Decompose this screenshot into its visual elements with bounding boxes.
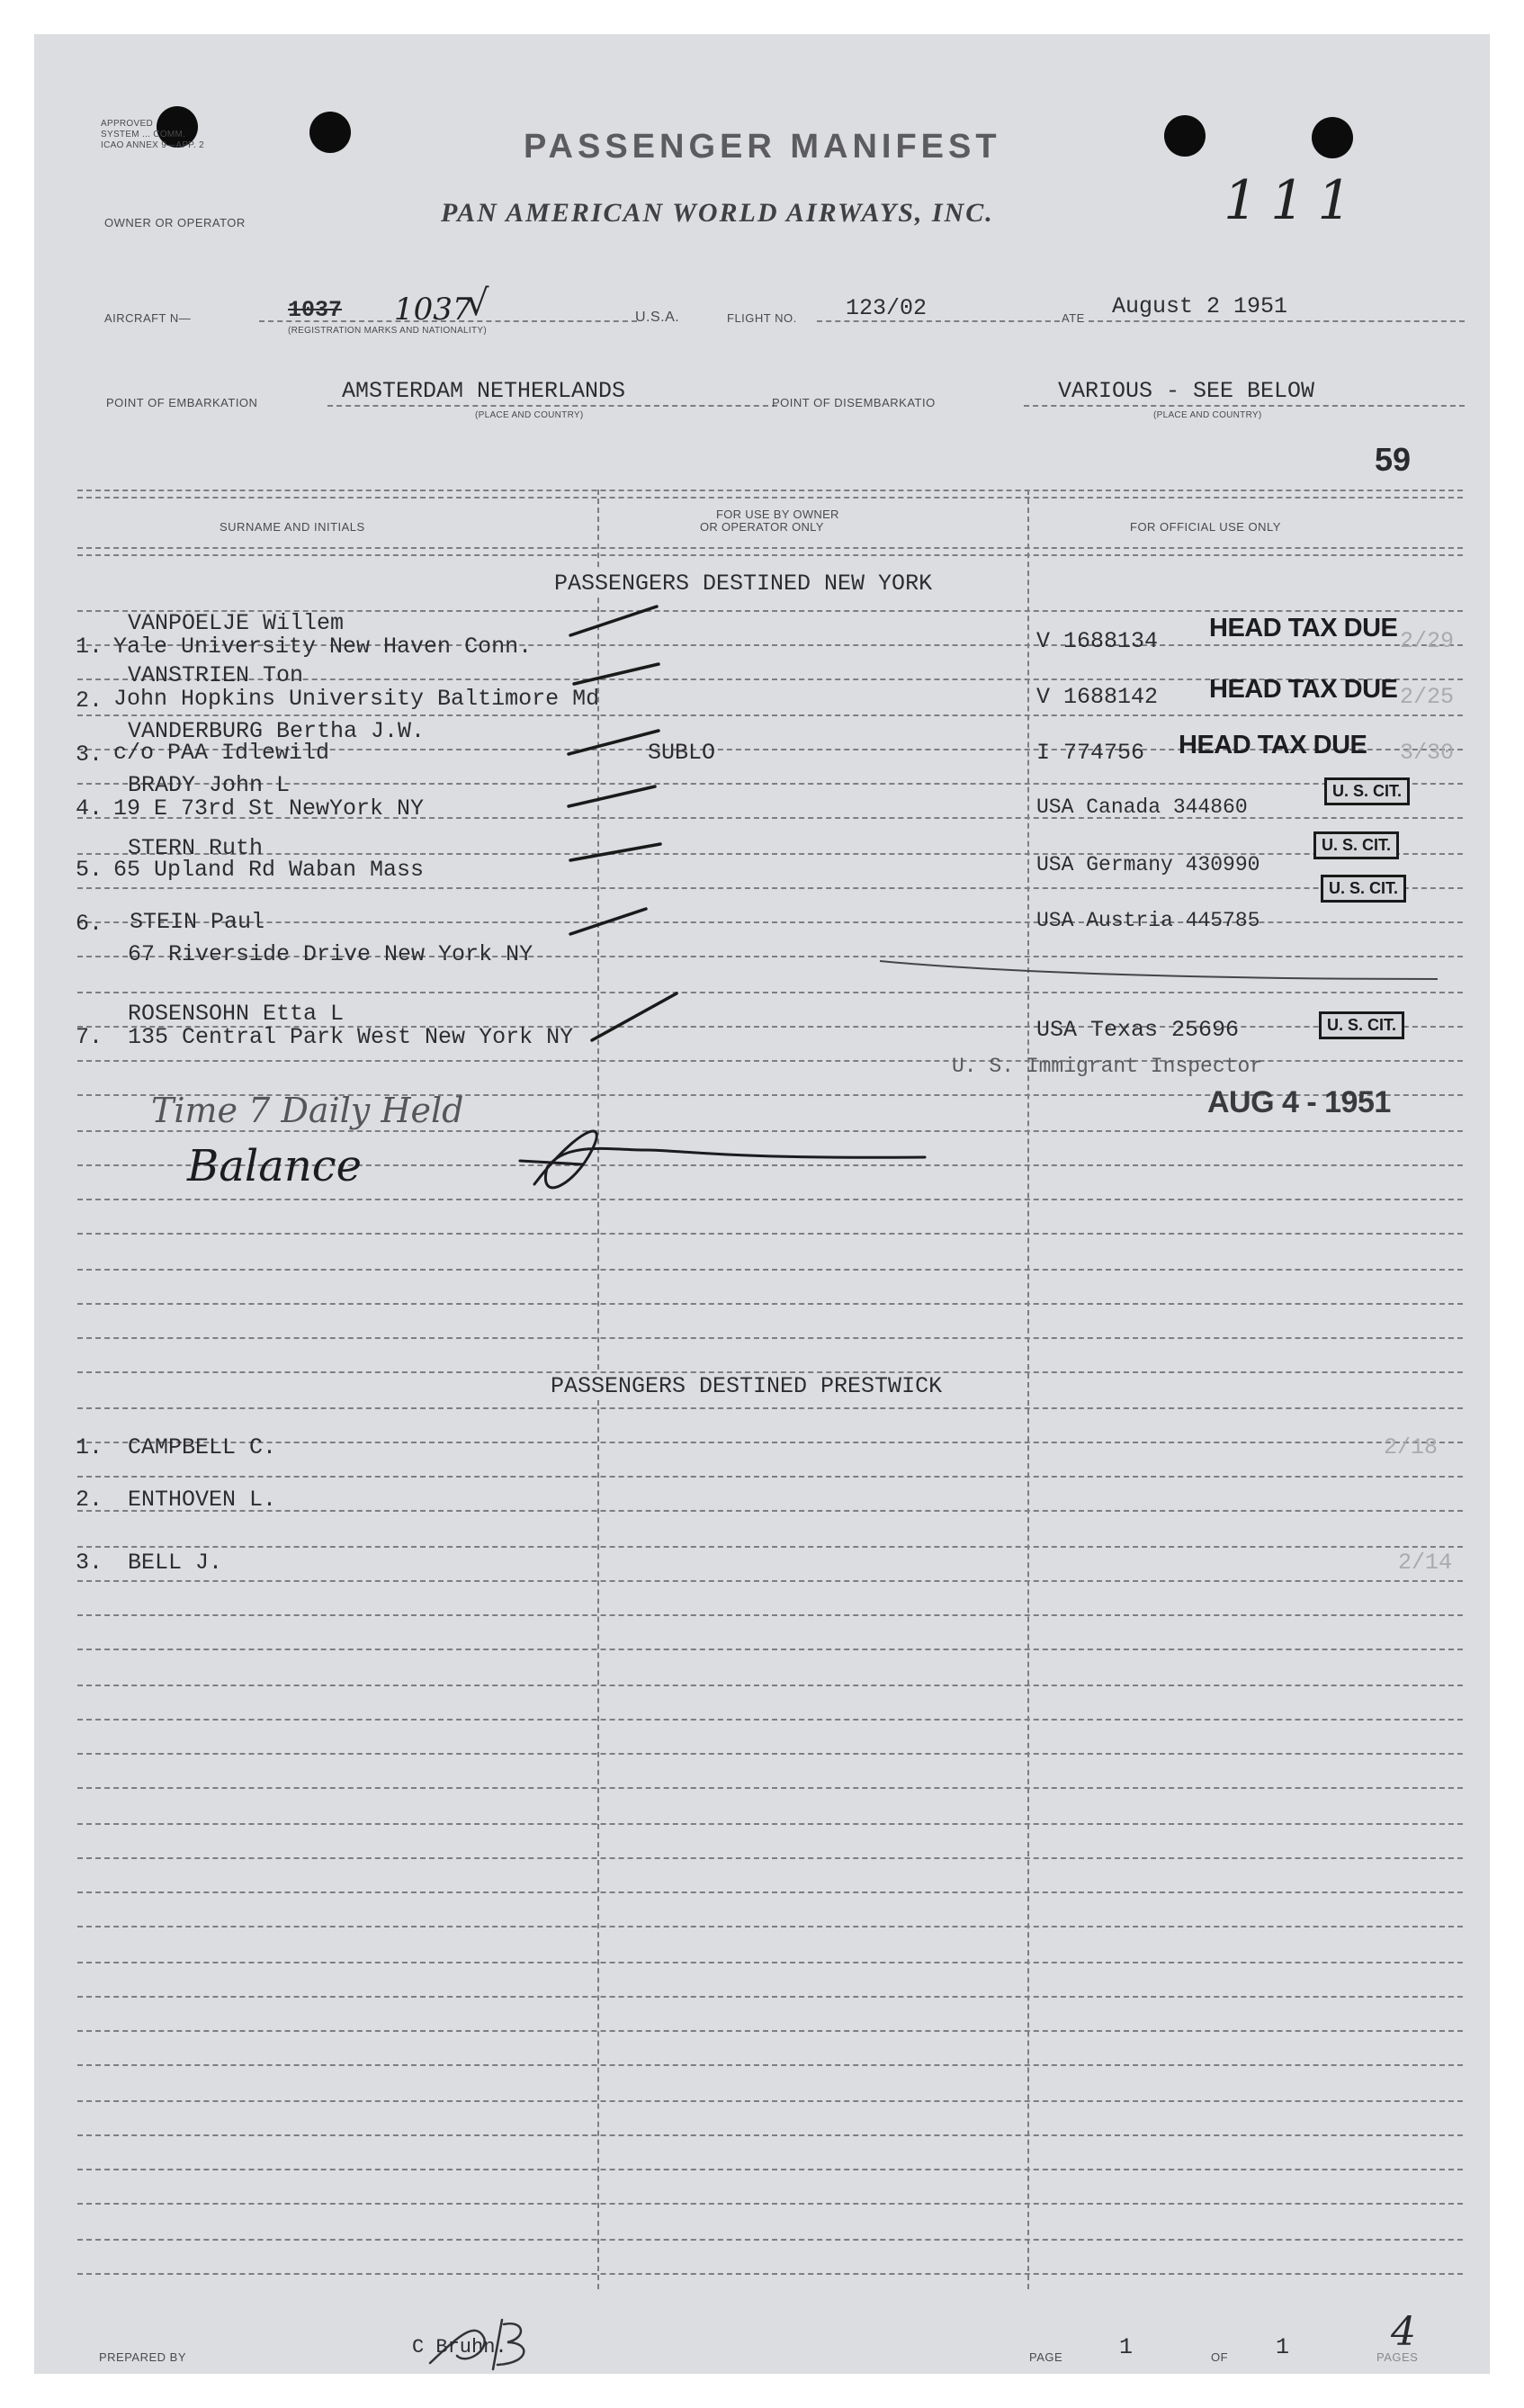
handwriting-note-1: Time 7 Daily Held [151,1091,464,1130]
passenger-1-number: 1. [76,633,103,660]
page-label: PAGE [1029,2350,1063,2364]
passenger-2-official: V 1688142 [1036,684,1159,710]
passenger-5-uscit-stamp: U. S. CIT. [1313,831,1399,859]
passenger-4-uscit-stamp: U. S. CIT. [1324,777,1410,805]
column-official: FOR OFFICIAL USE ONLY [1130,520,1281,534]
date-value: August 2 1951 [1112,293,1288,319]
passenger-6-official: USA Austria 445785 [1036,909,1260,932]
inspector-label: U. S. Immigrant Inspector [952,1055,1263,1078]
registration-label: (REGISTRATION MARKS AND NATIONALITY) [288,326,488,336]
passenger-5-number: 5. [76,857,103,883]
approval-line-2: SYSTEM ... COMM. [101,130,186,139]
ink-markings [34,34,1490,2374]
passenger-3-number: 3. [76,741,103,768]
passenger-1-stamp: HEAD TAX DUE [1209,614,1398,642]
passenger-6-number: 6. [76,911,103,937]
prepared-by-label: PREPARED BY [99,2350,187,2364]
passenger-4-address: 19 E 73rd St NewYork NY [113,795,425,822]
passenger-3-address: c/o PAA Idlewild [113,740,330,766]
embark-label: POINT OF EMBARKATION [106,396,258,409]
passenger-1-name: VANPOELJE Willem [128,610,345,636]
approval-line-1: APPROVED [101,119,153,129]
prestwick-3-number: 3. [76,1550,103,1576]
passenger-5-official: USA Germany 430990 [1036,853,1260,876]
passenger-7-name: ROSENSOHN Etta L [128,1001,345,1027]
page-title: PASSENGER MANIFEST [524,128,1001,166]
passenger-3-stamp: HEAD TAX DUE [1179,731,1367,759]
aircraft-label: AIRCRAFT N— [104,311,192,325]
embark-value: AMSTERDAM NETHERLANDS [342,378,626,404]
prestwick-2-number: 2. [76,1487,103,1513]
date-label: ATE [1062,311,1085,325]
passenger-4-official: USA Canada 344860 [1036,795,1248,819]
disembark-value: VARIOUS - SEE BELOW [1058,378,1315,404]
owner-label: OWNER OR OPERATOR [104,216,246,229]
prestwick-3-margin: 2/14 [1398,1550,1453,1576]
passenger-5-name: STERN Ruth [128,835,264,861]
passenger-2-address: John Hopkins University Baltimore Md [113,686,600,712]
prestwick-2-name: ENTHOVEN L. [128,1487,277,1513]
passenger-3-margin: 3/30 [1400,740,1455,766]
flight-label: FLIGHT NO. [727,311,797,325]
passenger-7-official: USA Texas 25696 [1036,1017,1240,1043]
passenger-6-name: STEIN Paul [130,909,265,935]
usa-label: U.S.A. [635,310,680,325]
section-prestwick: PASSENGERS DESTINED PRESTWICK [547,1373,946,1399]
passenger-2-margin: 2/25 [1400,684,1455,710]
prestwick-3-name: BELL J. [128,1550,223,1576]
passenger-6-address: 67 Riverside Drive New York NY [128,941,533,967]
passenger-7-uscit-stamp: U. S. CIT. [1319,1011,1404,1039]
aircraft-value: 1037 [394,292,472,328]
place-label-2: (PLACE AND COUNTRY) [1153,410,1262,420]
prepared-by-value: C Bruhn. [412,2336,507,2359]
approval-line-3: ICAO ANNEX 9—APP. 2 [101,140,205,150]
inspector-date-stamp: AUG 4 - 1951 [1207,1085,1391,1119]
aircraft-struck: 1037 [288,297,343,323]
corner-mark: 4 [1391,2309,1416,2355]
passenger-3-official: I 774756 [1036,740,1145,766]
column-owner-use-2: OR OPERATOR ONLY [700,520,824,534]
passenger-4-number: 4. [76,795,103,822]
page-number-big: 59 [1375,441,1412,478]
passenger-6-uscit-stamp: U. S. CIT. [1321,875,1406,903]
prestwick-1-number: 1. [76,1434,103,1460]
passenger-3-operator: SUBLO [648,740,716,766]
passenger-2-number: 2. [76,687,103,714]
passenger-7-number: 7. [76,1024,103,1050]
passenger-2-stamp: HEAD TAX DUE [1209,675,1398,704]
pages-label: PAGES [1376,2350,1419,2364]
of-label: OF [1211,2350,1229,2364]
aircraft-check: √ [466,283,489,324]
column-owner-use-1: FOR USE BY OWNER [716,508,839,521]
section-new-york: PASSENGERS DESTINED NEW YORK [551,571,936,597]
passenger-1-margin: 2/29 [1400,628,1455,654]
prestwick-1-name: CAMPBELL C. [128,1434,277,1460]
flight-value: 123/02 [846,295,928,321]
disembark-label: POINT OF DISEMBARKATIO [772,396,936,409]
of-value: 1 [1276,2334,1290,2360]
passenger-5-address: 65 Upland Rd Waban Mass [113,857,425,883]
page-value: 1 [1119,2334,1134,2360]
passenger-7-address: 135 Central Park West New York NY [128,1024,574,1050]
handwriting-note-2: Balance [187,1141,363,1191]
passenger-4-name: BRADY John L [128,772,291,798]
manifest-page [34,34,1490,2374]
sheet-mark: 111 [1224,169,1365,232]
passenger-1-address: Yale University New Haven Conn. [113,633,533,660]
prestwick-1-margin: 2/18 [1384,1434,1439,1460]
passenger-1-official: V 1688134 [1036,628,1159,654]
column-surname: SURNAME AND INITIALS [220,520,365,534]
owner-value: PAN AMERICAN WORLD AIRWAYS, INC. [441,198,994,228]
passenger-2-name: VANSTRIEN Ton [128,662,304,688]
passenger-3-name: VANDERBURG Bertha J.W. [128,718,426,744]
place-label-1: (PLACE AND COUNTRY) [475,410,584,420]
